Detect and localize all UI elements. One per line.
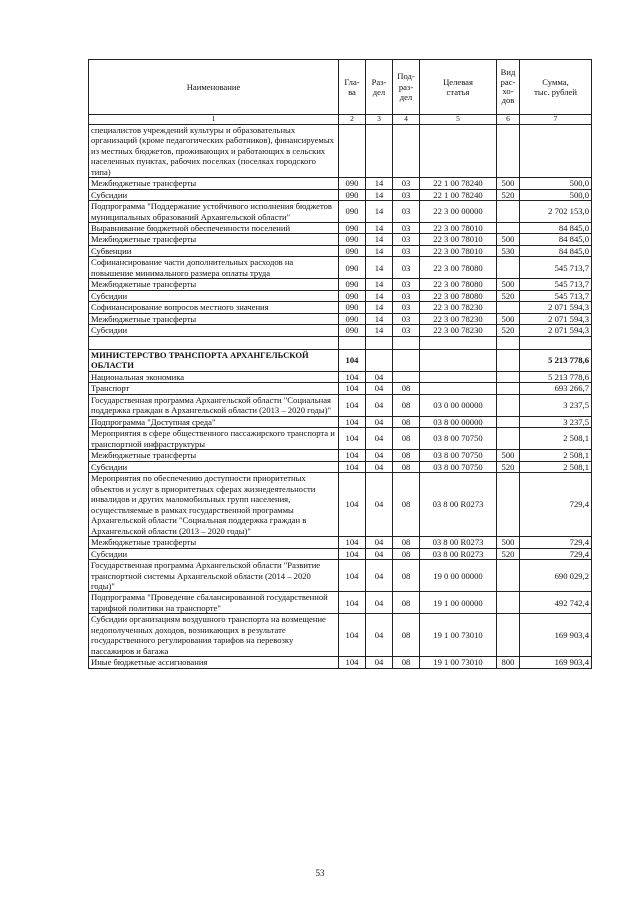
row-section: 04 [366, 473, 393, 537]
row-target: 22 3 00 78230 [420, 313, 497, 324]
table-row [89, 124, 592, 177]
row-target: 03 0 00 00000 [420, 394, 497, 416]
row-chapter: 104 [339, 461, 366, 472]
row-target: 22 3 00 78230 [420, 325, 497, 336]
row-subsection: 08 [393, 461, 420, 472]
table-row [89, 592, 592, 614]
row-chapter: 104 [339, 416, 366, 427]
row-section: 14 [366, 234, 393, 245]
row-amount: 729,4 [520, 473, 592, 537]
row-target: 22 3 00 78010 [420, 234, 497, 245]
row-subsection: 03 [393, 257, 420, 279]
empty-cell [420, 336, 497, 349]
row-subsection: 03 [393, 313, 420, 324]
row-subsection: 08 [393, 450, 420, 461]
table-row [89, 657, 592, 668]
row-amount: 729,4 [520, 537, 592, 548]
row-amount [520, 124, 592, 177]
empty-cell [339, 336, 366, 349]
header-chapter: Гла- ва [339, 60, 366, 115]
row-subsection: 08 [393, 592, 420, 614]
row-target: 03 8 00 70750 [420, 450, 497, 461]
row-name: Межбюджетные трансферты [89, 178, 339, 189]
row-name: Межбюджетные трансферты [89, 279, 339, 290]
row-amount: 693 266,7 [520, 383, 592, 394]
row-amount: 2 071 594,3 [520, 313, 592, 324]
row-target: 22 3 00 78080 [420, 279, 497, 290]
row-chapter: 090 [339, 290, 366, 301]
row-target [420, 383, 497, 394]
row-chapter: 104 [339, 450, 366, 461]
row-chapter: 104 [339, 371, 366, 382]
row-target: 03 8 00 R0273 [420, 473, 497, 537]
row-exp-type [497, 124, 520, 177]
row-exp-type: 500 [497, 178, 520, 189]
col-num: 7 [520, 115, 592, 125]
row-exp-type: 500 [497, 313, 520, 324]
row-section: 14 [366, 201, 393, 223]
row-name: Субсидии [89, 461, 339, 472]
row-section: 04 [366, 371, 393, 382]
row-section: 04 [366, 560, 393, 592]
row-section: 04 [366, 394, 393, 416]
row-chapter: 090 [339, 222, 366, 233]
row-amount: 84 845,0 [520, 234, 592, 245]
row-section: 14 [366, 222, 393, 233]
row-target: 03 8 00 R0273 [420, 537, 497, 548]
row-exp-type: 520 [497, 548, 520, 559]
row-exp-type: 520 [497, 189, 520, 200]
row-subsection: 03 [393, 279, 420, 290]
row-target: 22 3 00 78010 [420, 222, 497, 233]
row-subsection [393, 371, 420, 382]
row-section: 14 [366, 279, 393, 290]
row-section: 04 [366, 450, 393, 461]
row-subsection: 03 [393, 234, 420, 245]
row-chapter: 104 [339, 657, 366, 668]
row-amount: 2 508,1 [520, 461, 592, 472]
table-row [89, 450, 592, 461]
row-name: Подпрограмма "Проведение сбалансированной государственной тарифной политики на транспорте" [89, 592, 339, 614]
table-row [89, 302, 592, 313]
empty-cell [393, 336, 420, 349]
row-chapter: 104 [339, 592, 366, 614]
header-row [89, 60, 592, 115]
row-name: Субсидии [89, 325, 339, 336]
row-subsection: 03 [393, 201, 420, 223]
row-amount: 2 508,1 [520, 428, 592, 450]
row-target [420, 124, 497, 177]
row-target: 22 3 00 78010 [420, 245, 497, 256]
row-chapter: 104 [339, 537, 366, 548]
row-subsection: 03 [393, 178, 420, 189]
row-target: 22 1 00 78240 [420, 189, 497, 200]
empty-cell [89, 336, 339, 349]
spacer-row [89, 336, 592, 349]
row-subsection: 08 [393, 548, 420, 559]
header-subsection: Под- раз- дел [393, 60, 420, 115]
row-name: Субсидии [89, 548, 339, 559]
row-section: 14 [366, 189, 393, 200]
row-target: 03 8 00 70750 [420, 428, 497, 450]
empty-cell [366, 336, 393, 349]
row-section: 04 [366, 428, 393, 450]
row-name: Мероприятия по обеспечению доступности приоритетных объектов и услуг в приоритетных сферах жизнедеятельности инвалидов и других маломобильных групп населения, осуществляемые в рамках государственной программы Архангельской области "Социальная поддержка граждан в Архангельской области (2013 – 2020 годы)" [89, 473, 339, 537]
row-exp-type [497, 371, 520, 382]
row-section: 14 [366, 245, 393, 256]
row-chapter [339, 124, 366, 177]
row-section: 14 [366, 257, 393, 279]
row-amount: 84 845,0 [520, 245, 592, 256]
col-num: 2 [339, 115, 366, 125]
row-target: 22 3 00 00000 [420, 201, 497, 223]
row-subsection: 08 [393, 560, 420, 592]
row-exp-type [497, 383, 520, 394]
ministry-name: МИНИСТЕРСТВО ТРАНСПОРТА АРХАНГЕЛЬСКОЙ ОБЛАСТИ [89, 349, 339, 371]
row-target: 19 1 00 00000 [420, 592, 497, 614]
row-section: 14 [366, 290, 393, 301]
row-name: Мероприятия в сфере общественного пассажирского транспорта и транспортной инфраструктуры [89, 428, 339, 450]
row-section: 14 [366, 325, 393, 336]
empty-cell [520, 336, 592, 349]
row-section: 14 [366, 302, 393, 313]
row-name: Подпрограмма "Поддержание устойчивого исполнения бюджетов муниципальных образований Архангельской области" [89, 201, 339, 223]
row-name: Национальная экономика [89, 371, 339, 382]
row-chapter: 090 [339, 257, 366, 279]
row-amount: 690 029,2 [520, 560, 592, 592]
row-exp-type [497, 416, 520, 427]
row-subsection: 08 [393, 394, 420, 416]
row-amount: 169 903,4 [520, 614, 592, 657]
row-amount: 5 213 778,6 [520, 371, 592, 382]
header-section: Раз- дел [366, 60, 393, 115]
row-exp-type [497, 257, 520, 279]
row-amount: 729,4 [520, 548, 592, 559]
row-subsection: 03 [393, 302, 420, 313]
row-amount: 545 713,7 [520, 279, 592, 290]
row-exp-type [497, 560, 520, 592]
row-section: 04 [366, 592, 393, 614]
row-exp-type [497, 614, 520, 657]
row-subsection: 03 [393, 222, 420, 233]
table-row [89, 189, 592, 200]
row-chapter: 090 [339, 189, 366, 200]
table-row [89, 394, 592, 416]
row-exp-type [497, 428, 520, 450]
row-target: 22 3 00 78080 [420, 290, 497, 301]
row-name: Субвенции [89, 245, 339, 256]
row-target: 19 1 00 73010 [420, 614, 497, 657]
row-subsection [393, 124, 420, 177]
row-name: специалистов учреждений культуры и образовательных организаций (кроме педагогических работников), финансируемых из местных бюджетов, проживающих и работающих в сельских населенных пунктах, рабочих поселках (поселках городского типа) [89, 124, 339, 177]
col-num: 6 [497, 115, 520, 125]
ministry-chapter: 104 [339, 349, 366, 371]
table-row [89, 461, 592, 472]
col-num: 5 [420, 115, 497, 125]
table-row [89, 325, 592, 336]
row-chapter: 104 [339, 473, 366, 537]
row-chapter: 104 [339, 394, 366, 416]
row-name: Иные бюджетные ассигнования [89, 657, 339, 668]
row-chapter: 090 [339, 313, 366, 324]
row-subsection: 08 [393, 383, 420, 394]
row-subsection: 08 [393, 657, 420, 668]
row-section: 04 [366, 614, 393, 657]
table-row [89, 178, 592, 189]
row-name: Субсидии организациям воздушного транспорта на возмещение недополученных доходов, возникающих в результате государственного регулирования тарифов на перевозку пассажиров и багажа [89, 614, 339, 657]
row-subsection: 08 [393, 614, 420, 657]
row-exp-type: 500 [497, 234, 520, 245]
table-row [89, 416, 592, 427]
row-chapter: 090 [339, 302, 366, 313]
row-chapter: 090 [339, 279, 366, 290]
table-row [89, 257, 592, 279]
col-num: 4 [393, 115, 420, 125]
row-chapter: 090 [339, 325, 366, 336]
table-row [89, 279, 592, 290]
row-amount: 545 713,7 [520, 290, 592, 301]
table-row [89, 234, 592, 245]
row-section [366, 124, 393, 177]
header-exp-type: Вид рас- хо- дов [497, 60, 520, 115]
row-name: Межбюджетные трансферты [89, 450, 339, 461]
row-amount: 3 237,5 [520, 394, 592, 416]
row-target: 22 1 00 78240 [420, 178, 497, 189]
row-chapter: 104 [339, 428, 366, 450]
row-name: Межбюджетные трансферты [89, 537, 339, 548]
page-number: 53 [315, 868, 325, 878]
budget-table [88, 59, 592, 669]
col-num: 1 [89, 115, 339, 125]
row-target [420, 371, 497, 382]
row-name: Субсидии [89, 189, 339, 200]
row-name: Государственная программа Архангельской области "Развитие транспортной системы Архангельской области (2014 – 2020 годы)" [89, 560, 339, 592]
row-name: Государственная программа Архангельской области "Социальная поддержка граждан в Архангельской области (2013 – 2020 годы)" [89, 394, 339, 416]
row-exp-type [497, 394, 520, 416]
table-row [89, 313, 592, 324]
row-amount: 492 742,4 [520, 592, 592, 614]
table-row [89, 290, 592, 301]
row-chapter: 090 [339, 178, 366, 189]
row-name: Транспорт [89, 383, 339, 394]
table-row [89, 383, 592, 394]
empty-cell [497, 349, 520, 371]
table-row [89, 537, 592, 548]
row-exp-type [497, 473, 520, 537]
ministry-amount: 5 213 778,6 [520, 349, 592, 371]
row-exp-type: 530 [497, 245, 520, 256]
row-exp-type [497, 222, 520, 233]
row-exp-type [497, 302, 520, 313]
table-row [89, 560, 592, 592]
row-exp-type: 500 [497, 279, 520, 290]
row-subsection: 08 [393, 416, 420, 427]
row-subsection: 03 [393, 290, 420, 301]
row-section: 04 [366, 383, 393, 394]
row-chapter: 104 [339, 614, 366, 657]
row-target: 19 1 00 73010 [420, 657, 497, 668]
table-row [89, 371, 592, 382]
empty-cell [420, 349, 497, 371]
row-exp-type: 520 [497, 325, 520, 336]
row-target: 03 8 00 00000 [420, 416, 497, 427]
row-subsection: 03 [393, 189, 420, 200]
row-exp-type: 520 [497, 290, 520, 301]
row-target: 03 8 00 R0273 [420, 548, 497, 559]
row-name: Подпрограмма "Доступная среда" [89, 416, 339, 427]
row-name: Софинансирование части дополнительных расходов на повышение минимального размера оплаты труда [89, 257, 339, 279]
row-section: 04 [366, 548, 393, 559]
empty-cell [393, 349, 420, 371]
table-row [89, 428, 592, 450]
table-row [89, 201, 592, 223]
row-subsection: 08 [393, 537, 420, 548]
table-row [89, 614, 592, 657]
row-amount: 169 903,4 [520, 657, 592, 668]
table-row [89, 548, 592, 559]
row-section: 04 [366, 416, 393, 427]
row-subsection: 03 [393, 325, 420, 336]
row-name: Софинансирование вопросов местного значения [89, 302, 339, 313]
row-target: 19 0 00 00000 [420, 560, 497, 592]
row-amount: 3 237,5 [520, 416, 592, 427]
header-target: Целевая статья [420, 60, 497, 115]
row-subsection: 03 [393, 245, 420, 256]
row-section: 04 [366, 537, 393, 548]
row-name: Межбюджетные трансферты [89, 234, 339, 245]
row-name: Выравнивание бюджетной обеспеченности поселений [89, 222, 339, 233]
row-target: 22 3 00 78080 [420, 257, 497, 279]
empty-cell [497, 336, 520, 349]
row-exp-type: 500 [497, 537, 520, 548]
row-chapter: 104 [339, 548, 366, 559]
row-exp-type [497, 592, 520, 614]
row-target: 03 8 00 70750 [420, 461, 497, 472]
ministry-row [89, 349, 592, 371]
row-chapter: 090 [339, 201, 366, 223]
row-section: 14 [366, 313, 393, 324]
row-subsection: 08 [393, 473, 420, 537]
row-exp-type: 520 [497, 461, 520, 472]
row-amount: 2 071 594,3 [520, 325, 592, 336]
row-chapter: 090 [339, 234, 366, 245]
row-exp-type: 500 [497, 450, 520, 461]
table-row [89, 473, 592, 537]
col-num: 3 [366, 115, 393, 125]
row-exp-type [497, 201, 520, 223]
row-amount: 500,0 [520, 189, 592, 200]
table-row [89, 245, 592, 256]
row-exp-type: 800 [497, 657, 520, 668]
row-section: 14 [366, 178, 393, 189]
column-number-row [89, 115, 592, 125]
row-amount: 2 508,1 [520, 450, 592, 461]
row-amount: 545 713,7 [520, 257, 592, 279]
row-amount: 84 845,0 [520, 222, 592, 233]
row-amount: 2 071 594,3 [520, 302, 592, 313]
row-section: 04 [366, 657, 393, 668]
header-name: Наименование [89, 60, 339, 115]
empty-cell [366, 349, 393, 371]
row-target: 22 3 00 78230 [420, 302, 497, 313]
row-amount: 2 702 153,0 [520, 201, 592, 223]
row-chapter: 104 [339, 560, 366, 592]
row-chapter: 104 [339, 383, 366, 394]
table-row [89, 222, 592, 233]
row-name: Субсидии [89, 290, 339, 301]
row-chapter: 090 [339, 245, 366, 256]
header-amount: Сумма, тыс. рублей [520, 60, 592, 115]
row-subsection: 08 [393, 428, 420, 450]
row-section: 04 [366, 461, 393, 472]
row-amount: 500,0 [520, 178, 592, 189]
row-name: Межбюджетные трансферты [89, 313, 339, 324]
